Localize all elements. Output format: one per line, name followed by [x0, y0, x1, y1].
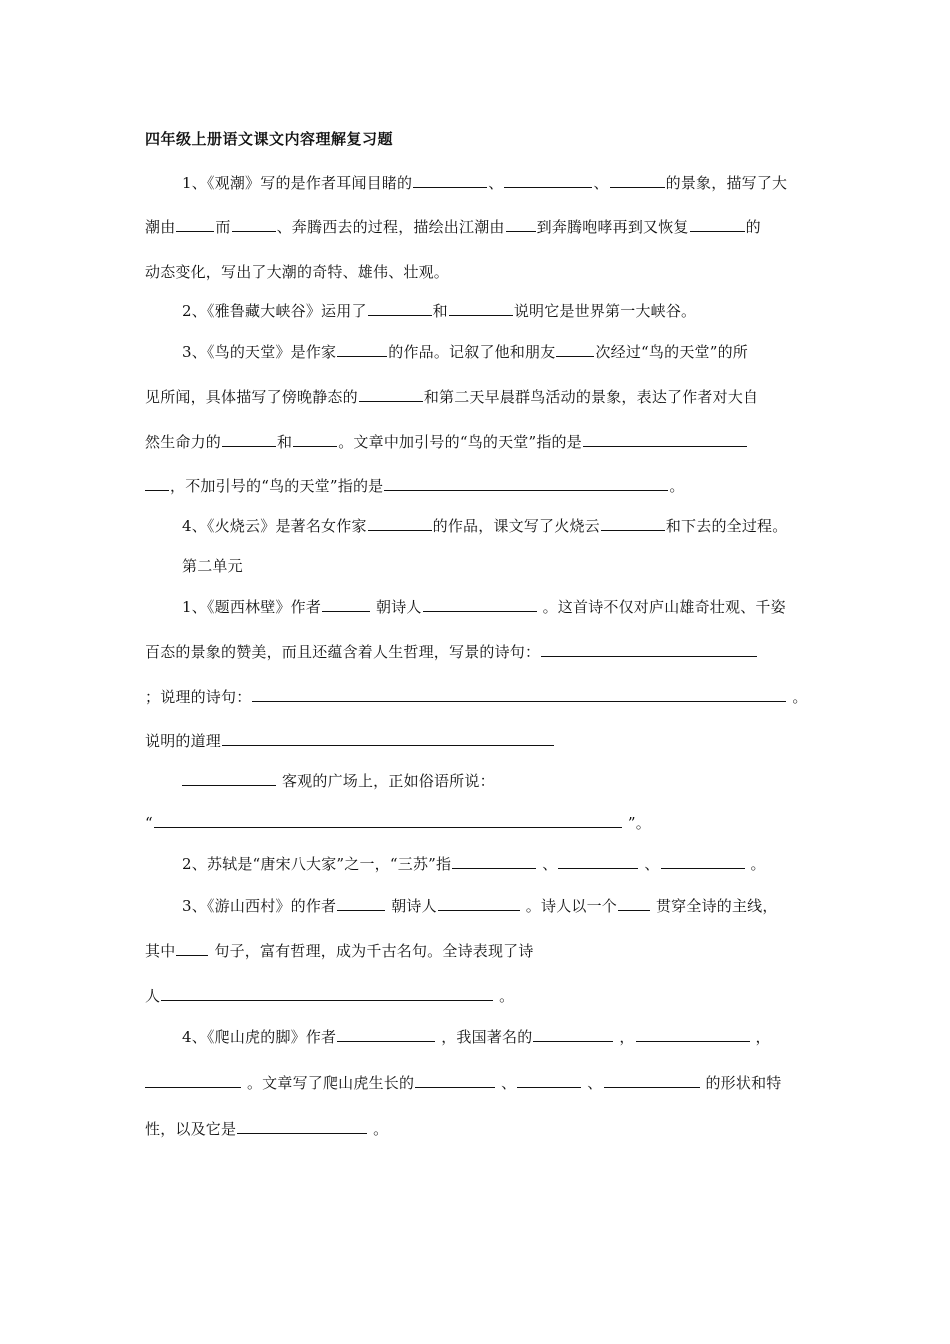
text-line: 4、《火烧云》是著名女作家 的作品，课文写了火烧云 和下去的全过程。: [182, 517, 788, 535]
text-line: “ ”。: [145, 814, 651, 832]
answer-blank: [359, 386, 423, 402]
text-line: 百态的景象的赞美，而且还蕴含着人生哲理，写景的诗句：: [145, 641, 758, 662]
text-line: 4、《爬山虎的脚》作者 ，我国著名的 ， ，: [182, 1028, 771, 1046]
answer-blank: [384, 475, 668, 491]
answer-blank: [232, 216, 276, 232]
text-line: 见所闻，具体描写了傍晚静态的 和第二天早晨群鸟活动的景象，表达了作者对大自: [145, 388, 759, 406]
answer-blank: [161, 985, 493, 1001]
answer-blank: [423, 596, 537, 612]
answer-blank: [690, 216, 745, 232]
answer-blank: [413, 172, 487, 188]
answer-blank: [583, 431, 747, 447]
answer-blank: [182, 770, 276, 786]
text-line: 1、《观潮》写的是作者耳闻目睹的 、 、 的景象，描写了大: [182, 174, 788, 192]
answer-blank: [533, 1026, 613, 1042]
answer-blank: [145, 1072, 241, 1088]
answer-blank: [610, 172, 665, 188]
text-line: 。文章写了爬山虎生长的 、 、 的形状和特: [145, 1072, 781, 1093]
text-line: 3、《鸟的天堂》是作家 的作品。记叙了他和朋友 次经过“鸟的天堂”的所: [182, 343, 748, 361]
text-line: 3、《游山西村》的作者 朝诗人 。诗人以一个 贯穿全诗的主线，: [182, 897, 778, 915]
answer-blank: [222, 431, 276, 447]
answer-blank: [506, 216, 536, 232]
answer-blank: [449, 300, 513, 316]
answer-blank: [176, 216, 214, 232]
text-line: ，不加引号的“鸟的天堂”指的是 。: [145, 475, 685, 496]
text-line: 潮由 而 、奔腾西去的过程，描绘出江潮由 到奔腾咆哮再到又恢复 的: [145, 218, 761, 236]
answer-blank: [556, 341, 594, 357]
answer-blank: [252, 686, 786, 702]
text-line: 2、苏轼是“唐宋八大家”之一，“三苏”指 、 、 。: [182, 855, 766, 873]
text-line: 动态变化，写出了大潮的奇特、雄伟、壮观。: [145, 263, 450, 281]
text-line: 说明的道理: [145, 730, 555, 751]
answer-blank: [452, 853, 536, 869]
text-line: 性，以及它是 。: [145, 1120, 389, 1138]
text-line: 1、《题西林壁》作者 朝诗人 。这首诗不仅对庐山雄奇壮观、千姿: [182, 598, 786, 616]
answer-blank: [145, 475, 169, 491]
answer-blank: [322, 596, 370, 612]
answer-blank: [154, 812, 622, 828]
text-line: 客观的广场上，正如俗语所说：: [182, 770, 495, 791]
answer-blank: [293, 431, 337, 447]
answer-blank: [337, 341, 387, 357]
answer-blank: [601, 515, 665, 531]
page-title: 四年级上册语文课文内容理解复习题: [145, 130, 394, 148]
answer-blank: [337, 1026, 435, 1042]
text-line: 然生命力的 和 。文章中加引号的“鸟的天堂”指的是: [145, 431, 748, 452]
answer-blank: [237, 1118, 367, 1134]
answer-blank: [661, 853, 745, 869]
answer-blank: [368, 515, 432, 531]
answer-blank: [504, 172, 592, 188]
answer-blank: [517, 1072, 581, 1088]
answer-blank: [415, 1072, 495, 1088]
text-line: 人 。: [145, 987, 515, 1005]
answer-blank: [618, 895, 650, 911]
answer-blank: [337, 895, 385, 911]
answer-blank: [636, 1026, 750, 1042]
answer-blank: [438, 895, 520, 911]
answer-blank: [604, 1072, 700, 1088]
text-line: 2、《雅鲁藏大峡谷》运用了 和 说明它是世界第一大峡谷。: [182, 302, 697, 320]
answer-blank: [541, 641, 757, 657]
answer-blank: [176, 940, 208, 956]
answer-blank: [222, 730, 554, 746]
text-line: 其中 句子，富有哲理，成为千古名句。全诗表现了诗: [145, 942, 534, 960]
section-heading: 第二单元: [182, 557, 243, 575]
answer-blank: [368, 300, 432, 316]
answer-blank: [558, 853, 638, 869]
text-line: ；说理的诗句： 。: [145, 688, 808, 706]
